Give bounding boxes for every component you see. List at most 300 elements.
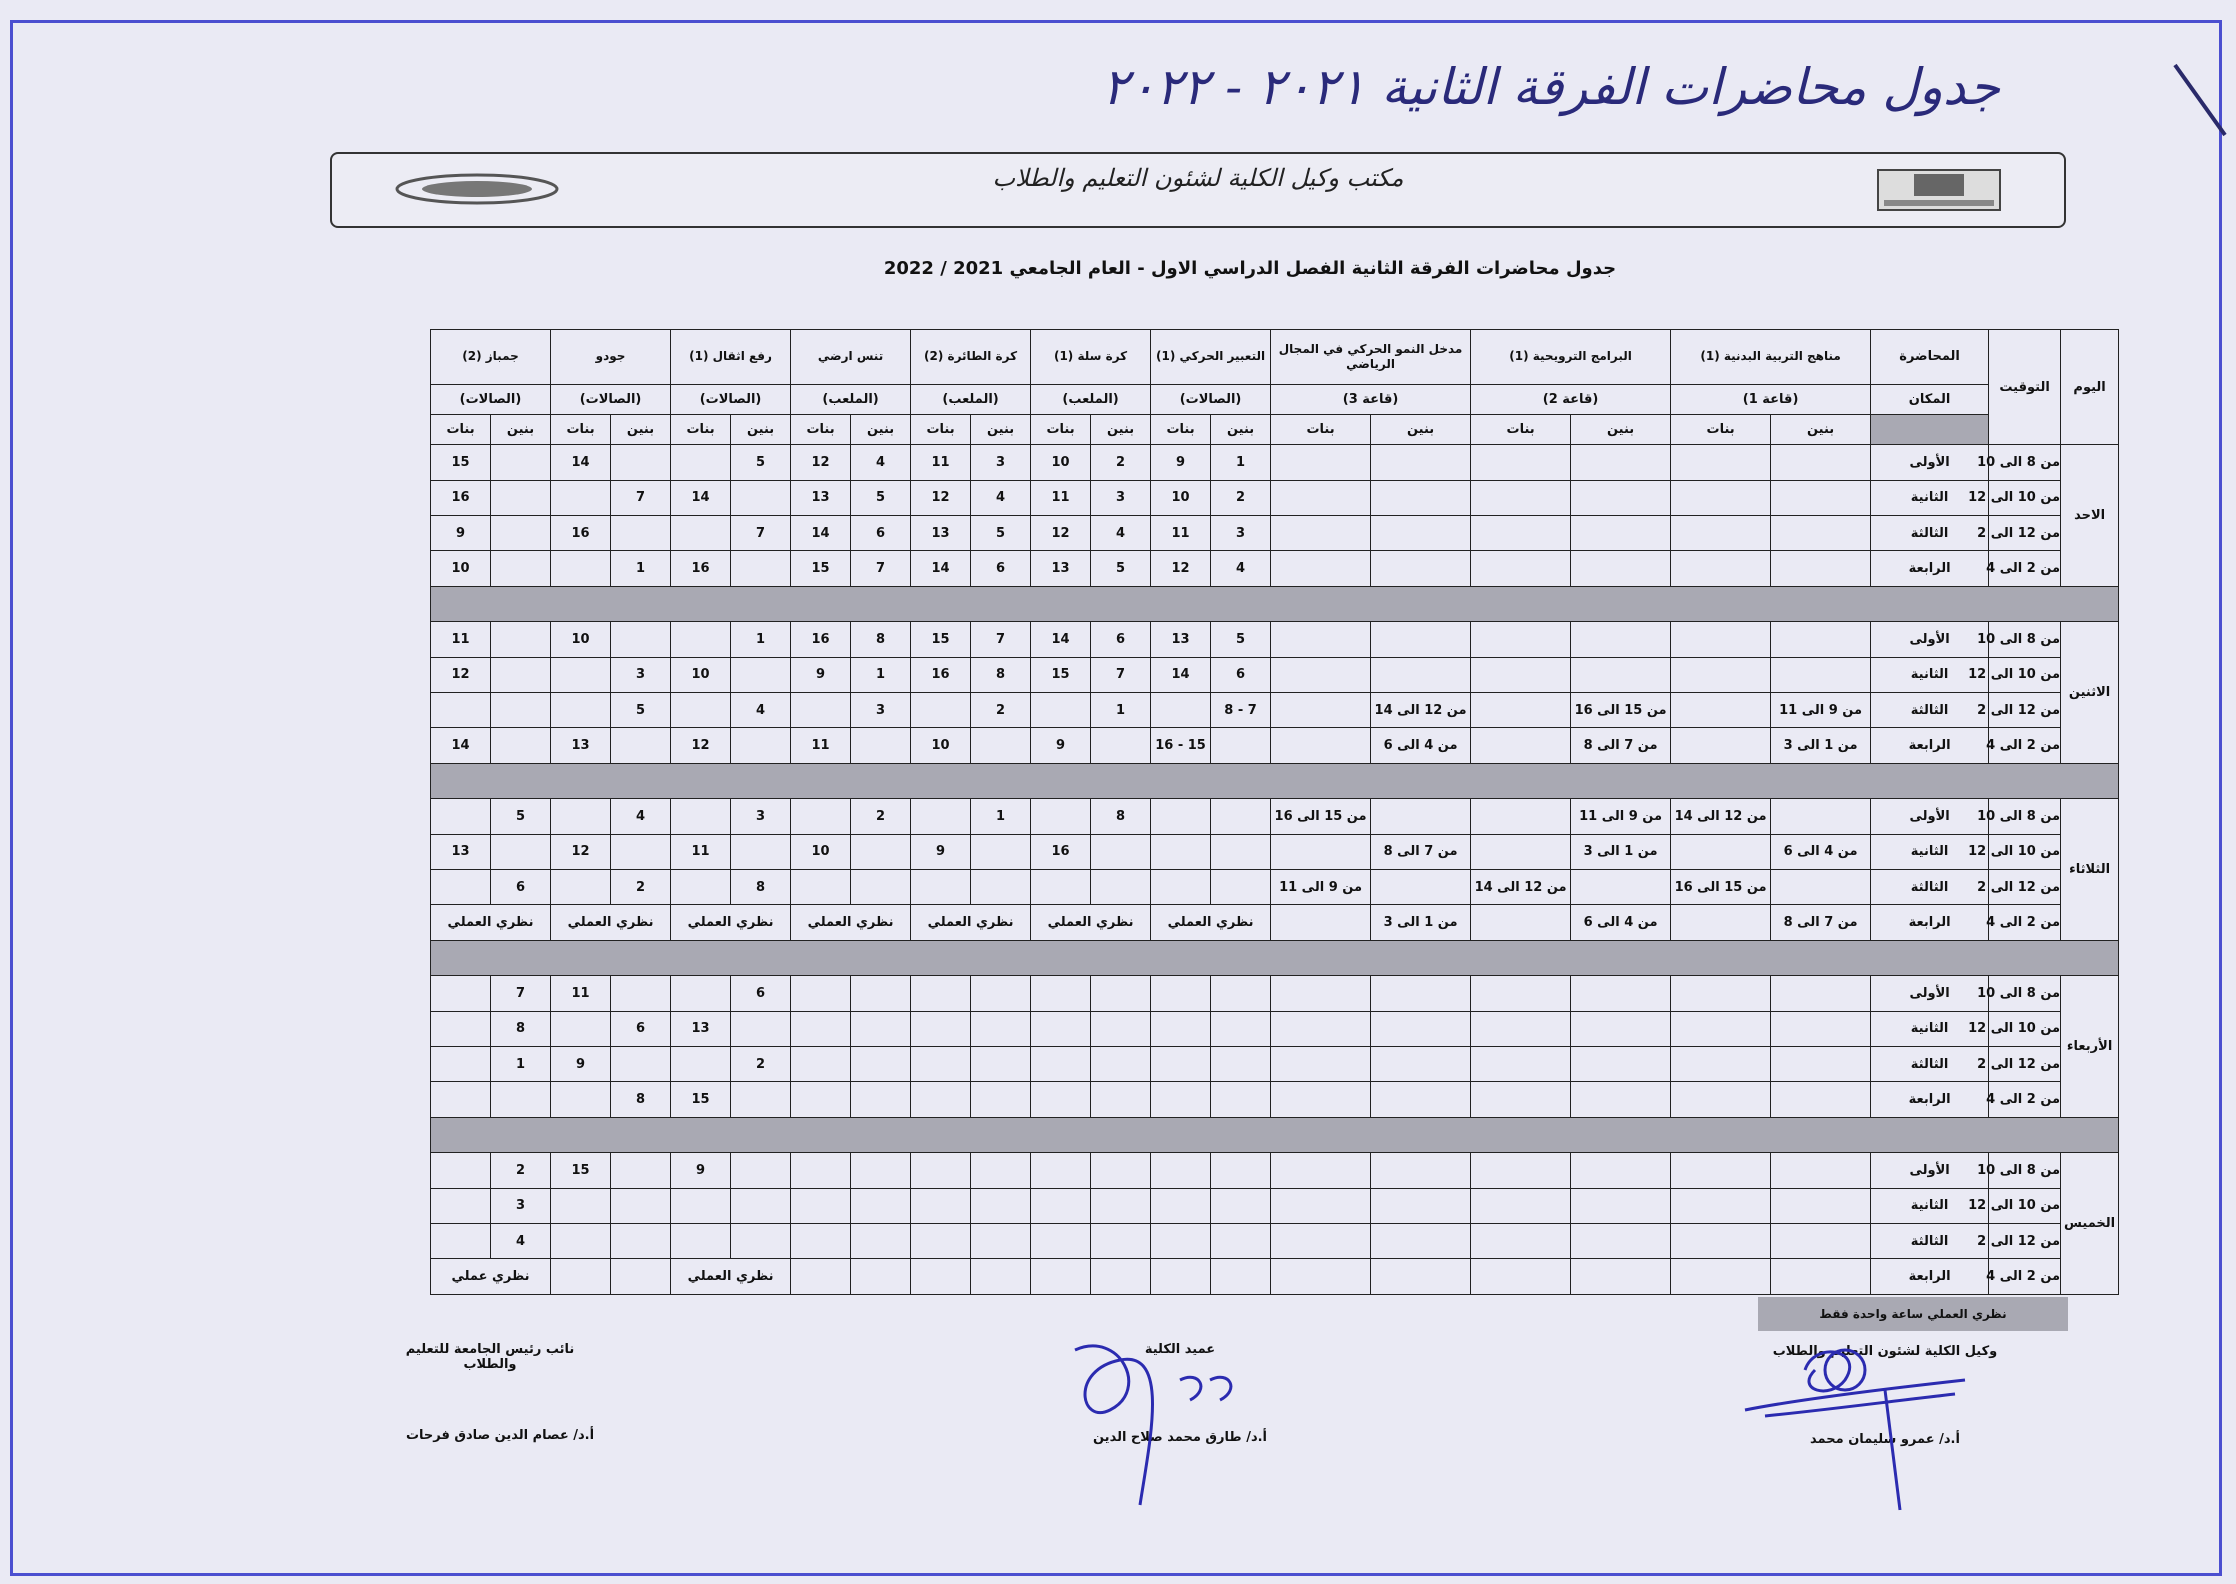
table-cell bbox=[1031, 1046, 1091, 1081]
table-cell bbox=[791, 976, 851, 1011]
table-cell bbox=[1671, 516, 1771, 551]
table-cell bbox=[1771, 622, 1871, 657]
lecture-number: الرابعة bbox=[1871, 905, 1989, 940]
header-blank bbox=[1871, 414, 1989, 444]
header-girls: بنات bbox=[791, 414, 851, 444]
table-cell: 3 bbox=[1211, 516, 1271, 551]
table-cell: 1 bbox=[491, 1046, 551, 1081]
table-cell: 5 bbox=[971, 516, 1031, 551]
lecture-number: الثالثة bbox=[1871, 1223, 1989, 1258]
table-cell: من 1 الى 3 bbox=[1371, 905, 1471, 940]
table-cell bbox=[551, 1259, 611, 1295]
table-cell bbox=[731, 1011, 791, 1046]
table-cell bbox=[611, 516, 671, 551]
table-cell: من 9 الى 11 bbox=[1571, 799, 1671, 834]
table-cell bbox=[1671, 445, 1771, 480]
table-cell: 2 bbox=[1211, 480, 1271, 515]
table-cell bbox=[431, 1223, 491, 1258]
table-cell bbox=[1031, 976, 1091, 1011]
table-cell bbox=[1031, 1188, 1091, 1223]
table-cell bbox=[491, 551, 551, 586]
table-cell bbox=[1371, 976, 1471, 1011]
table-cell bbox=[1151, 1046, 1211, 1081]
table-cell bbox=[731, 728, 791, 763]
table-cell: 13 bbox=[551, 728, 611, 763]
table-cell bbox=[1671, 905, 1771, 940]
time-slot: من 10 الى 12 bbox=[1989, 1188, 2061, 1223]
table-cell: 8 bbox=[611, 1082, 671, 1117]
header-girls: بنات bbox=[1271, 414, 1371, 444]
table-row bbox=[431, 657, 2119, 692]
header-course: جمباز (2) bbox=[431, 330, 551, 385]
table-cell bbox=[671, 976, 731, 1011]
table-cell: من 1 الى 3 bbox=[1771, 728, 1871, 763]
lecture-number: الأولى bbox=[1871, 976, 1989, 1011]
header-girls: بنات bbox=[1151, 414, 1211, 444]
table-cell bbox=[791, 799, 851, 834]
table-cell: من 9 الى 11 bbox=[1271, 869, 1371, 904]
time-slot: من 8 الى 10 bbox=[1989, 622, 2061, 657]
table-cell: 16 bbox=[551, 516, 611, 551]
table-cell bbox=[1571, 1223, 1671, 1258]
table-cell bbox=[1771, 516, 1871, 551]
table-cell bbox=[1471, 657, 1571, 692]
header-course: مدخل النمو الحركي في المجال الرياضي bbox=[1271, 330, 1471, 385]
time-slot: من 10 الى 12 bbox=[1989, 480, 2061, 515]
table-cell bbox=[971, 1153, 1031, 1188]
table-cell: 3 bbox=[971, 445, 1031, 480]
table-cell bbox=[971, 1188, 1031, 1223]
table-cell bbox=[1571, 551, 1671, 586]
table-cell bbox=[1211, 1223, 1271, 1258]
table-cell bbox=[791, 1223, 851, 1258]
signature-dean-handwritten bbox=[1060, 1330, 1260, 1510]
signature-name-dean: أ.د/ طارق محمد صلاح الدين bbox=[1092, 1430, 1268, 1445]
table-cell bbox=[1771, 799, 1871, 834]
table-cell bbox=[971, 834, 1031, 869]
table-cell bbox=[1471, 480, 1571, 515]
table-cell bbox=[1471, 1046, 1571, 1081]
table-cell: من 15 الى 16 bbox=[1271, 799, 1371, 834]
time-slot: من 2 الى 4 bbox=[1989, 728, 2061, 763]
header-row-gender bbox=[431, 414, 2119, 444]
table-cell bbox=[431, 1188, 491, 1223]
table-cell: 15 bbox=[791, 551, 851, 586]
table-cell: 14 bbox=[791, 516, 851, 551]
table-cell bbox=[671, 1046, 731, 1081]
table-cell bbox=[671, 445, 731, 480]
table-cell bbox=[1031, 799, 1091, 834]
table-cell: 13 bbox=[431, 834, 491, 869]
table-cell bbox=[551, 1011, 611, 1046]
table-cell bbox=[1031, 1223, 1091, 1258]
table-cell bbox=[1671, 1082, 1771, 1117]
table-cell bbox=[1271, 834, 1371, 869]
table-cell bbox=[731, 834, 791, 869]
table-cell bbox=[1271, 551, 1371, 586]
table-cell: 12 bbox=[551, 834, 611, 869]
header-lecture: المحاضرة bbox=[1871, 330, 1989, 385]
day-separator-row bbox=[431, 763, 2119, 798]
table-cell bbox=[671, 516, 731, 551]
table-cell bbox=[971, 869, 1031, 904]
table-row bbox=[431, 799, 2119, 834]
table-cell bbox=[731, 1188, 791, 1223]
table-cell bbox=[1271, 976, 1371, 1011]
table-row bbox=[431, 976, 2119, 1011]
table-cell bbox=[1031, 1011, 1091, 1046]
header-boys: بنين bbox=[1771, 414, 1871, 444]
table-cell: من 9 الى 11 bbox=[1771, 693, 1871, 728]
table-cell bbox=[1271, 693, 1371, 728]
table-row bbox=[431, 445, 2119, 480]
day-label: الثلاثاء bbox=[2061, 799, 2119, 941]
table-cell bbox=[1371, 551, 1471, 586]
table-cell: 4 bbox=[611, 799, 671, 834]
table-cell: 2 bbox=[731, 1046, 791, 1081]
table-row bbox=[431, 622, 2119, 657]
table-cell bbox=[731, 1223, 791, 1258]
table-cell bbox=[1211, 1153, 1271, 1188]
table-cell bbox=[491, 622, 551, 657]
table-cell bbox=[1091, 1188, 1151, 1223]
table-cell bbox=[911, 869, 971, 904]
table-cell: 5 bbox=[851, 480, 911, 515]
table-cell: 11 bbox=[911, 445, 971, 480]
table-cell: 13 bbox=[911, 516, 971, 551]
table-cell bbox=[1271, 445, 1371, 480]
table-cell bbox=[491, 834, 551, 869]
table-cell: 2 bbox=[851, 799, 911, 834]
table-cell bbox=[1271, 728, 1371, 763]
header-course-place: (الملعب) bbox=[1031, 384, 1151, 414]
table-cell: 2 bbox=[491, 1153, 551, 1188]
table-cell bbox=[1671, 976, 1771, 1011]
table-cell bbox=[1671, 1011, 1771, 1046]
table-cell bbox=[1471, 1259, 1571, 1295]
table-cell bbox=[851, 976, 911, 1011]
table-cell: 10 bbox=[671, 657, 731, 692]
table-cell bbox=[431, 799, 491, 834]
table-cell bbox=[971, 1082, 1031, 1117]
schedule-subtitle: جدول محاضرات الفرقة الثانية الفصل الدراسي الاول - العام الجامعي 2021 / 2022 bbox=[883, 258, 1617, 279]
table-cell bbox=[791, 1153, 851, 1188]
table-cell bbox=[1471, 1153, 1571, 1188]
table-cell bbox=[491, 728, 551, 763]
table-cell bbox=[971, 976, 1031, 1011]
lecture-number: الثالثة bbox=[1871, 869, 1989, 904]
handwritten-title: جدول محاضرات الفرقة الثانية ٢٠٢١ - ٢٠٢٢ bbox=[1101, 58, 2000, 116]
table-cell bbox=[1471, 693, 1571, 728]
table-cell: 3 bbox=[731, 799, 791, 834]
table-cell: 4 bbox=[1091, 516, 1151, 551]
header-girls: بنات bbox=[1471, 414, 1571, 444]
table-cell bbox=[791, 1188, 851, 1223]
day-separator-row bbox=[431, 1117, 2119, 1152]
table-cell bbox=[671, 693, 731, 728]
table-cell bbox=[1271, 622, 1371, 657]
time-slot: من 12 الى 2 bbox=[1989, 1223, 2061, 1258]
table-cell: 8 bbox=[1091, 799, 1151, 834]
table-cell bbox=[731, 480, 791, 515]
table-row bbox=[431, 1259, 2119, 1295]
table-cell bbox=[1371, 480, 1471, 515]
table-cell bbox=[1091, 869, 1151, 904]
header-boys: بنين bbox=[1371, 414, 1471, 444]
table-cell bbox=[1151, 1259, 1211, 1295]
table-cell bbox=[1271, 1153, 1371, 1188]
theory-practical-cell: نظري العملي bbox=[911, 905, 1031, 940]
table-cell: 7 bbox=[851, 551, 911, 586]
table-cell bbox=[1471, 1011, 1571, 1046]
table-cell bbox=[851, 869, 911, 904]
theory-note: نظري العملي ساعة واحدة فقط bbox=[1758, 1297, 2068, 1331]
table-cell bbox=[611, 1259, 671, 1295]
table-cell: 16 bbox=[671, 551, 731, 586]
header-course: رفع اثقال (1) bbox=[671, 330, 791, 385]
table-cell: 14 bbox=[671, 480, 731, 515]
table-cell bbox=[1671, 1223, 1771, 1258]
table-cell bbox=[1271, 657, 1371, 692]
header-course-place: (الملعب) bbox=[911, 384, 1031, 414]
faculty-logo-icon bbox=[1874, 166, 2004, 214]
table-cell: 7 bbox=[1091, 657, 1151, 692]
table-cell bbox=[1471, 905, 1571, 940]
table-cell bbox=[1151, 1223, 1211, 1258]
table-cell bbox=[1471, 834, 1571, 869]
table-cell bbox=[1371, 516, 1471, 551]
table-cell bbox=[911, 1188, 971, 1223]
table-cell bbox=[911, 693, 971, 728]
table-cell bbox=[1771, 1259, 1871, 1295]
table-cell bbox=[1211, 728, 1271, 763]
table-cell bbox=[1151, 834, 1211, 869]
header-course-place: (قاعة 3) bbox=[1271, 384, 1471, 414]
table-cell bbox=[1211, 799, 1271, 834]
header-girls: بنات bbox=[1671, 414, 1771, 444]
table-cell bbox=[1371, 657, 1471, 692]
table-cell: 6 bbox=[971, 551, 1031, 586]
lecture-number: الثالثة bbox=[1871, 1046, 1989, 1081]
table-cell: 13 bbox=[671, 1011, 731, 1046]
table-cell bbox=[1211, 1046, 1271, 1081]
table-cell bbox=[1271, 905, 1371, 940]
table-cell bbox=[1771, 1011, 1871, 1046]
table-cell: 5 bbox=[1211, 622, 1271, 657]
table-cell: 16 bbox=[431, 480, 491, 515]
table-cell bbox=[791, 1259, 851, 1295]
table-cell: 14 bbox=[1031, 622, 1091, 657]
table-cell: 9 bbox=[551, 1046, 611, 1081]
time-slot: من 10 الى 12 bbox=[1989, 657, 2061, 692]
table-cell bbox=[1671, 1188, 1771, 1223]
table-cell bbox=[911, 1223, 971, 1258]
table-cell bbox=[1091, 728, 1151, 763]
table-cell bbox=[1211, 976, 1271, 1011]
header-course: التعبير الحركي (1) bbox=[1151, 330, 1271, 385]
table-cell bbox=[1771, 1153, 1871, 1188]
table-cell bbox=[1571, 1188, 1671, 1223]
table-cell: 14 bbox=[551, 445, 611, 480]
day-label: الأربعاء bbox=[2061, 976, 2119, 1118]
table-cell bbox=[851, 1011, 911, 1046]
day-label: الاحد bbox=[2061, 445, 2119, 587]
separator-cell bbox=[431, 763, 2119, 798]
table-cell: 3 bbox=[491, 1188, 551, 1223]
table-cell bbox=[971, 1223, 1031, 1258]
table-cell: من 4 الى 6 bbox=[1571, 905, 1671, 940]
table-cell bbox=[1091, 1223, 1151, 1258]
table-row bbox=[431, 1188, 2119, 1223]
table-cell: 11 bbox=[431, 622, 491, 657]
header-course-place: (الصالات) bbox=[551, 384, 671, 414]
signature-role-vice-dean: وكيل الكلية لشئون التعليم والطلاب bbox=[1772, 1344, 1998, 1359]
table-cell: 3 bbox=[611, 657, 671, 692]
day-separator-row bbox=[431, 940, 2119, 975]
table-cell bbox=[1671, 622, 1771, 657]
header-boys: بنين bbox=[1211, 414, 1271, 444]
table-cell bbox=[491, 693, 551, 728]
table-cell bbox=[1571, 445, 1671, 480]
table-row bbox=[431, 1153, 2119, 1188]
table-cell bbox=[1571, 516, 1671, 551]
table-cell: 2 bbox=[1091, 445, 1151, 480]
table-cell bbox=[611, 1188, 671, 1223]
table-cell: 7 bbox=[731, 516, 791, 551]
header-day: اليوم bbox=[2061, 330, 2119, 445]
table-cell bbox=[851, 1153, 911, 1188]
table-cell bbox=[431, 1153, 491, 1188]
table-cell bbox=[1671, 657, 1771, 692]
table-cell: 3 bbox=[851, 693, 911, 728]
table-cell bbox=[1571, 869, 1671, 904]
table-row bbox=[431, 693, 2119, 728]
table-cell bbox=[851, 1223, 911, 1258]
table-cell bbox=[911, 1153, 971, 1188]
time-slot: من 12 الى 2 bbox=[1989, 1046, 2061, 1081]
table-cell bbox=[671, 1223, 731, 1258]
table-cell bbox=[1091, 1259, 1151, 1295]
table-cell: 2 bbox=[611, 869, 671, 904]
table-cell: 15 bbox=[1031, 657, 1091, 692]
table-cell bbox=[551, 869, 611, 904]
theory-practical-cell: نظري العملي bbox=[791, 905, 911, 940]
table-cell bbox=[851, 1188, 911, 1223]
table-cell: من 12 الى 14 bbox=[1671, 799, 1771, 834]
table-cell bbox=[851, 834, 911, 869]
table-cell bbox=[431, 1046, 491, 1081]
table-cell bbox=[1091, 1082, 1151, 1117]
table-cell bbox=[1031, 1153, 1091, 1188]
table-cell bbox=[1371, 1082, 1471, 1117]
header-course-place: (الصالات) bbox=[671, 384, 791, 414]
table-cell bbox=[1571, 976, 1671, 1011]
header-course: كرة الطائرة (2) bbox=[911, 330, 1031, 385]
table-cell bbox=[611, 1153, 671, 1188]
table-cell: 6 bbox=[1211, 657, 1271, 692]
table-cell bbox=[1091, 1011, 1151, 1046]
theory-practical-cell: نظري العملي bbox=[551, 905, 671, 940]
table-cell bbox=[1471, 976, 1571, 1011]
lecture-number: الأولى bbox=[1871, 1153, 1989, 1188]
table-cell bbox=[731, 657, 791, 692]
table-cell bbox=[1571, 622, 1671, 657]
header-course: جودو bbox=[551, 330, 671, 385]
table-cell bbox=[1671, 1259, 1771, 1295]
table-cell bbox=[1371, 1153, 1471, 1188]
table-cell bbox=[1091, 1153, 1151, 1188]
table-cell bbox=[1211, 834, 1271, 869]
table-cell bbox=[551, 1223, 611, 1258]
office-name: مكتب وكيل الكلية لشئون التعليم والطلاب bbox=[992, 164, 1404, 192]
table-cell: 12 bbox=[431, 657, 491, 692]
header-course-place: (قاعة 1) bbox=[1671, 384, 1871, 414]
theory-practical-cell: نظري العملي bbox=[671, 1259, 791, 1295]
table-cell bbox=[1771, 1046, 1871, 1081]
lecture-number: الثالثة bbox=[1871, 693, 1989, 728]
table-cell: 10 bbox=[431, 551, 491, 586]
table-cell: من 7 الى 8 bbox=[1371, 834, 1471, 869]
table-cell bbox=[1671, 728, 1771, 763]
time-slot: من 2 الى 4 bbox=[1989, 1082, 2061, 1117]
table-cell bbox=[851, 1082, 911, 1117]
header-course-place: (قاعة 2) bbox=[1471, 384, 1671, 414]
table-cell bbox=[1371, 1259, 1471, 1295]
table-cell bbox=[611, 834, 671, 869]
table-cell: 11 bbox=[551, 976, 611, 1011]
table-cell: 7 - 8 bbox=[1211, 693, 1271, 728]
table-cell: 8 bbox=[491, 1011, 551, 1046]
header-girls: بنات bbox=[551, 414, 611, 444]
table-row bbox=[431, 551, 2119, 586]
table-cell: من 7 الى 8 bbox=[1771, 905, 1871, 940]
table-cell bbox=[971, 728, 1031, 763]
table-cell bbox=[1151, 693, 1211, 728]
table-cell: 11 bbox=[671, 834, 731, 869]
table-cell bbox=[791, 1011, 851, 1046]
table-cell bbox=[431, 976, 491, 1011]
table-cell bbox=[1271, 1223, 1371, 1258]
table-cell bbox=[911, 1011, 971, 1046]
theory-practical-cell: نظري العملي bbox=[1031, 905, 1151, 940]
table-cell: 14 bbox=[911, 551, 971, 586]
table-cell bbox=[791, 693, 851, 728]
table-cell bbox=[1771, 1188, 1871, 1223]
table-cell: 3 bbox=[1091, 480, 1151, 515]
table-cell: 8 bbox=[851, 622, 911, 657]
table-cell: من 4 الى 6 bbox=[1371, 728, 1471, 763]
table-cell bbox=[551, 799, 611, 834]
table-cell bbox=[1091, 834, 1151, 869]
table-cell bbox=[551, 657, 611, 692]
header-course: كرة سلة (1) bbox=[1031, 330, 1151, 385]
table-cell: 5 bbox=[1091, 551, 1151, 586]
table-cell bbox=[1771, 551, 1871, 586]
table-cell: من 15 الى 16 bbox=[1571, 693, 1671, 728]
header-course-place: (الصالات) bbox=[431, 384, 551, 414]
header-girls: بنات bbox=[671, 414, 731, 444]
separator-cell bbox=[431, 940, 2119, 975]
signature-name-vice-president: أ.د/ عصام الدين صادق فرحات bbox=[405, 1428, 595, 1443]
office-header bbox=[330, 152, 2066, 228]
table-cell: 16 bbox=[911, 657, 971, 692]
table-cell bbox=[1471, 622, 1571, 657]
table-cell bbox=[1471, 728, 1571, 763]
lecture-number: الثانية bbox=[1871, 657, 1989, 692]
table-cell: 7 bbox=[611, 480, 671, 515]
table-row bbox=[431, 1011, 2119, 1046]
table-cell bbox=[851, 1046, 911, 1081]
